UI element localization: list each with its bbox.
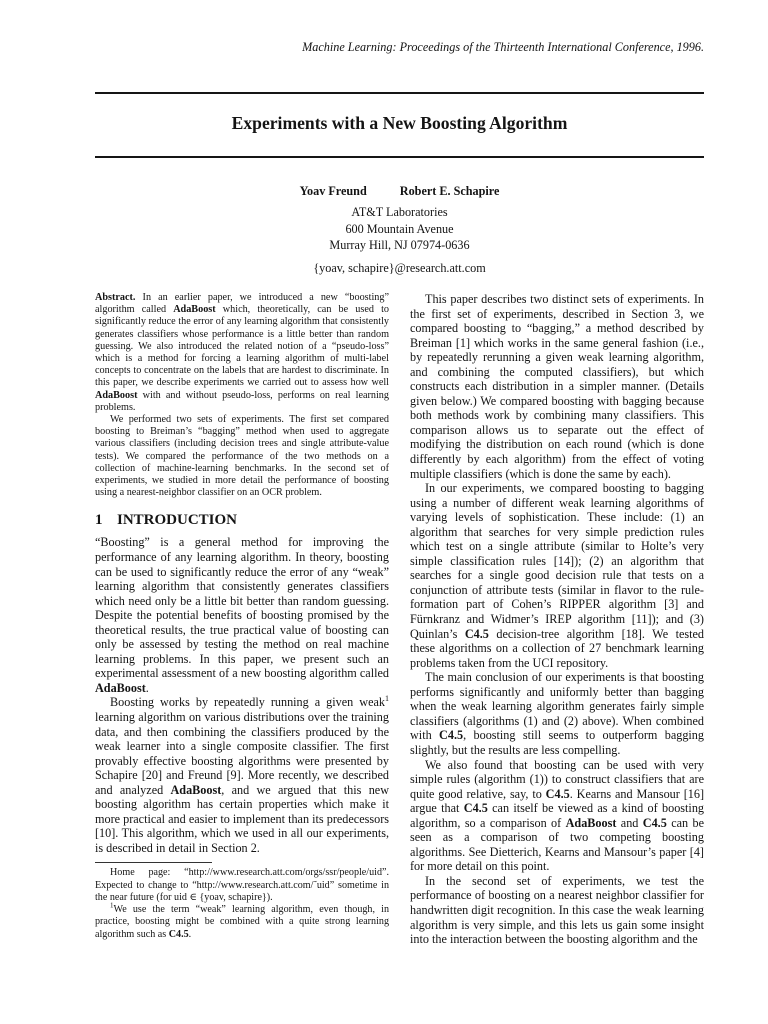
author-list [95, 184, 704, 199]
author-name: Yoav Freund [299, 184, 367, 198]
footnote-1: $^1$We use the term “weak” learning algorithm, even though, in practice, boosting might be combined with a quite strong learning algorithm such as C4.5. [95, 901, 389, 940]
affiliation-street: 600 Mountain Avenue [345, 221, 454, 236]
abstract-paragraph: We performed two sets of experiments. The first set compared boosting to Breiman’s “bagging” method when used to aggregate various classifiers (including decision trees and single attribute-value tests). We compared the performance of the two methods on a collection of machine-learning benchmarks. In the second set of experiments, we studied in more detail the performance of boosting using a nearest-neighbor classifier on an OCR problem. [95, 414, 389, 499]
venue-header: Machine Learning: Proceedings of the Thirteenth International Conference, 1996. [302, 40, 704, 54]
body-paragraph: We also found that boosting can be used with very simple rules (algorithm (1)) to construct classifiers that are quite good relative, say, to C4.5. Kearns and Mansour [16] argue that C4.5 can itself be viewed as a kind of boosting algorithm, so a comparison of AdaBoost and C4.5 can be seen as a comparison of two competing boosting algorithms. See Dietterich, Kearns and Mansour’s paper [4] for more detail on this point. [410, 757, 705, 874]
affiliation [95, 204, 704, 276]
footnote-rule [95, 862, 212, 863]
right-column [410, 292, 704, 947]
body-paragraph: The main conclusion of our experiments is that boosting performs significantly and uniformly better than bagging when the weak learning algorithm generates fairly simple classifiers (algorithms (1) and (2) above). When combined with C4.5, boosting still seems to outperform bagging slightly, but the results are less compelling. [410, 670, 704, 757]
section-heading [95, 511, 389, 529]
paper-title: Experiments with a New Boosting Algorithm [231, 113, 568, 133]
body-paragraph: This paper describes two distinct sets of experiments. In the first set of experiments, described in Section 3, we compared boosting to “bagging,” a method described by Breiman [1] which works in the same general fashion (i.e., by repeatedly rerunning a given weak learning algorithm, and combining the computed classifiers), but which constructs each distribution in a simpler manner. (Details given below.) We compared boosting with bagging because both methods work by combining many classifiers. This comparison allows us to separate out the effect of modifying the distribution on each round (which is done differently by each algorithm) from the effect of voting multiple classifiers (which is done the same by each). [410, 292, 704, 481]
body-paragraph: In the second set of experiments, we test the performance of boosting on a nearest neighbor classifier for handwritten digit recognition. In this case the weak learning algorithm is very simple, and this lets us gain some insight into the interaction between the boosting algorithm and the [410, 873, 704, 947]
body-paragraph: “Boosting” is a general method for improving the performance of any learning algorithm. In theory, boosting can be used to significantly reduce the error of any “weak” learning algorithm that consistently generates classifiers which need only be a little bit better than random guessing. Despite the potential benefits of boosting promised by the theoretical results, the true practical value of boosting can only be assessed by testing the method on real machine learning problems. In this paper, we present such an experimental assessment of a new boosting algorithm called AdaBoost. [95, 535, 389, 695]
footnote-home: Home page: “http://www.research.att.com/orgs/ssr/people/uid”. Expected to change to “http://www.research.att.com/˜uid” sometime in the near future (for uid ∈ {yoav, schapire}). [95, 867, 389, 903]
author-name: Robert E. Schapire [399, 184, 500, 198]
affiliation-org: AT&T Laboratories [351, 205, 448, 219]
section-title: INTRODUCTION [117, 512, 238, 529]
footnotes [95, 867, 389, 940]
title-rule-top [95, 92, 704, 94]
body-paragraph: In our experiments, we compared boosting to bagging using a number of different weak learning algorithms of varying levels of sophistication. These include: (1) an algorithm that searches for very simple prediction rules which test on a single attribute (similar to Holte’s very simple classification rules [14]); (2) an algorithm that searches for a single good decision rule that tests on a conjunction of attribute tests (similar in flavor to the rule-formation part of Cohen’s RIPPER algorithm [3] and Fürnkranz and Widmer’s IREP algorithm [11]); and (3) Quinlan’s C4.5 decision-tree algorithm [18]. We tested these algorithms on a collection of 27 benchmark learning problems taken from the UCI repository. [410, 481, 704, 670]
affiliation-city: Murray Hill, NJ 07974-0636 [329, 238, 470, 252]
abstract [95, 292, 389, 499]
body-paragraph: Boosting works by repeatedly running a given weak$^1$ learning algorithm on various distributions over the training data, and then combining the classifiers produced by the weak learner into a single composite classifier. The first provably effective boosting algorithms were presented by Schapire [20] and Freund [9]. More recently, we described and analyzed AdaBoost, and we argued that this new boosting algorithm has certain properties which make it more practical and easier to implement than its predecessors [10]. This algorithm, which we used in all our experiments, is described in detail in Section 2. [95, 694, 389, 855]
section-number: 1 [95, 512, 103, 529]
title-rule-bottom [95, 156, 704, 158]
abstract-label: Abstract. [95, 292, 136, 303]
left-column [95, 292, 389, 941]
author-email: {yoav, schapire}@research.att.com [313, 260, 486, 275]
abstract-paragraph [95, 292, 389, 414]
abstract-text: In an earlier paper, we introduced a new “boosting” algorithm called AdaBoost which, theoretically, can be used to significantly reduce the error of any learning algorithm that consistently generates classifiers whose performance is a little better than random guessing. We also introduced the related notion of a “pseudo-loss” which is a method for forcing a learning algorithm of multi-label concepts to concentrate on the labels that are hardest to discriminate. In this paper, we describe experiments we carried out to assess how well AdaBoost with and without pseudo-loss, performs on real learning problems. [95, 292, 390, 413]
